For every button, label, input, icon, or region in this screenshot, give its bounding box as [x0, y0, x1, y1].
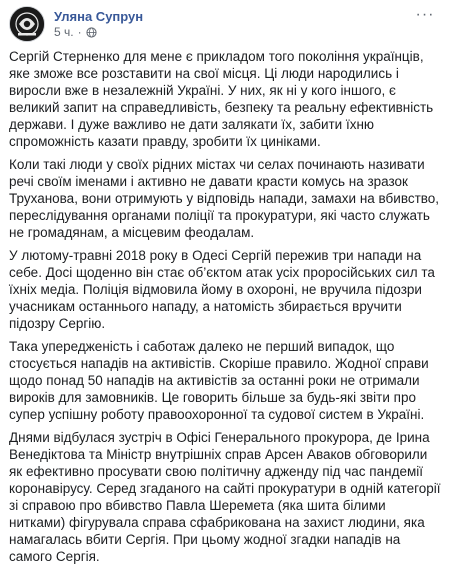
post-paragraph: Сергій Стерненко для мене є прикладом того покоління українців, яке зможе все розставити на свої місця. Ці люди народились і виросли вже в незалежній Україні. У них, як ні у кого іншого, є великий запит на справедливість, безпеку та реальну ефективність держави. І дуже важливо не дати залякати їх, забити їхню спроможність казати правду, зробити їх циніками.	[9, 49, 434, 149]
author-name[interactable]: Уляна Супрун	[54, 8, 144, 24]
post-paragraph: Коли такі люди у своїх рідних містах чи селах починають називати речі своїм іменами і активно не давати красти комусь на зразок Труханова, вони отримують у відповідь напади, замахи на вбивство, переслідування органами поліції та прокуратури, які часто служать не громадянам, а місцевим феодалам.	[9, 157, 440, 240]
post-body	[9, 48, 441, 565]
post-header	[9, 0, 441, 48]
avatar[interactable]	[9, 6, 45, 42]
avatar-emblem-icon	[10, 7, 44, 41]
more-options-icon[interactable]: ···	[415, 6, 435, 23]
globe-icon	[86, 27, 97, 38]
post-paragraph: Днями відбулася зустріч в Офісі Генерального прокурора, де Ірина Венедіктова та Міністр внутрішніх справ Арсен Аваков обговорили як ефективно просувати свою політичну аджeнду під час пандемії коронавірусу. Серед згаданого на сайті прокуратури в одній категорії зі справою про вбивство Павла Шеремета (яка шита білими нитками) фігурувала справа сфабрикована на захист людини, яка намагалась вбити Сергія. При цьому жодної згадки нападів на самого Сергія.	[9, 430, 441, 564]
post-subline	[54, 25, 143, 40]
post-timestamp[interactable]: 5 ч.	[54, 24, 74, 39]
post-paragraph: Така упередженість і саботаж далеко не перший випадок, що стосується нападів на активістів. Скоріше правило. Жодної справи щодо понад 50 нападів на активістів за останні роки не отримали вироків для замовників. Це говорить більше за будь-які звіти про супер успішну роботу правоохоронної та судової систем в Україні.	[9, 339, 429, 422]
separator-dot: ·	[77, 24, 82, 39]
post-meta	[54, 9, 143, 40]
post-paragraph: У лютому-травні 2018 року в Одесі Сергій пережив три напади на себе. Досі щоденно він стає об’єктом атак усіх проросійських сил та їхніх медіа. Поліція відмовила йому в охороні, не вручила підозри учасникам останнього нападу, а натомість збирається вручити підозру Сергію.	[9, 248, 435, 331]
